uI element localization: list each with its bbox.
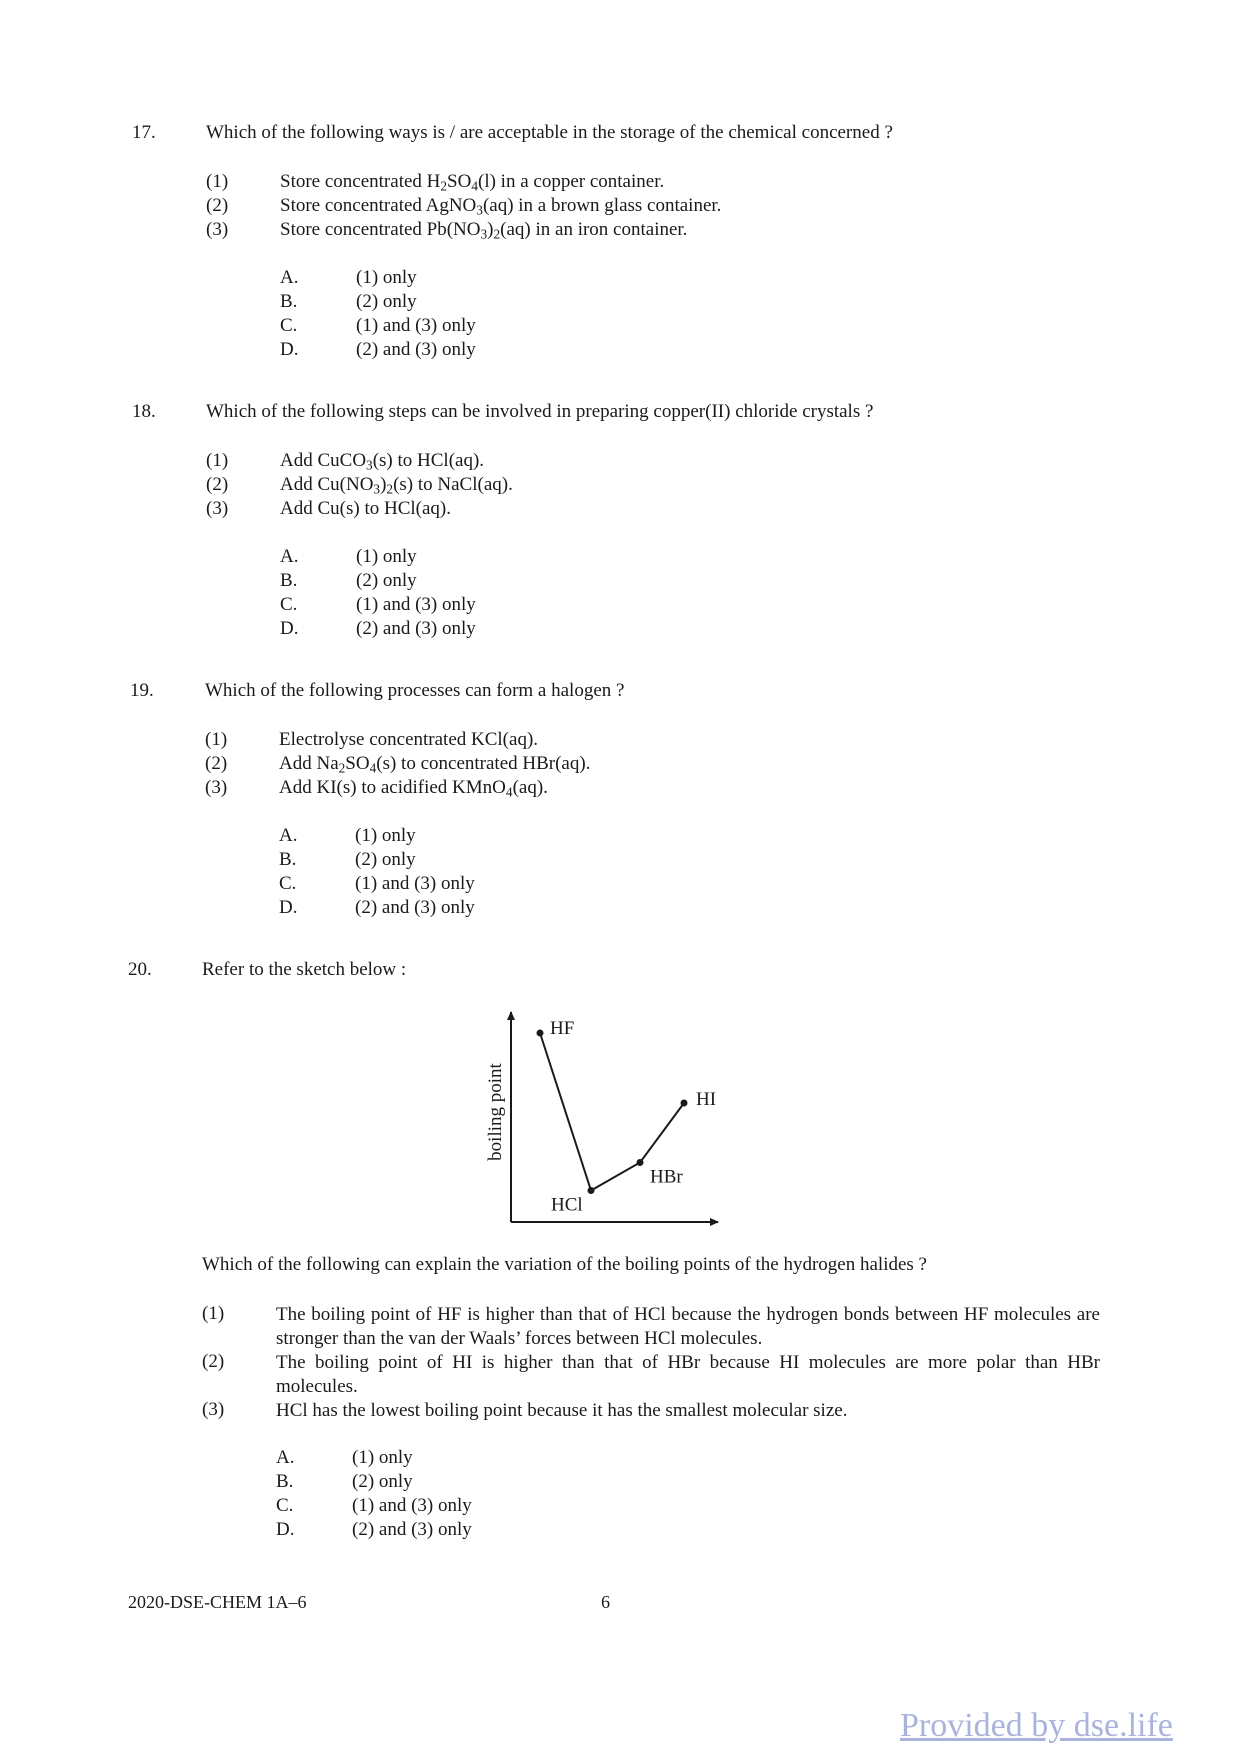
option-text: (1) and (3) only: [356, 594, 476, 615]
question-number: 17.: [132, 122, 156, 143]
answer-option-a[interactable]: [276, 1447, 676, 1471]
answer-option-d[interactable]: [276, 1519, 676, 1543]
statement-number: (2): [206, 474, 229, 495]
answer-option-b[interactable]: [280, 570, 680, 594]
option-text: (1) only: [356, 546, 417, 567]
statement: [0, 1399, 1200, 1423]
option-text: (2) and (3) only: [352, 1519, 472, 1540]
statement-text: Store concentrated $H_2SO_4(l)$ in a copper container.: [280, 171, 665, 194]
answer-option-c[interactable]: [280, 594, 680, 618]
statement-number: (3): [206, 498, 229, 519]
statement-text: Add $Na_2SO_4(s)$ to concentrated HBr(aq).: [279, 753, 591, 776]
statement-number: (3): [202, 1399, 225, 1420]
option-letter: D.: [279, 897, 298, 918]
answer-option-b[interactable]: [280, 291, 680, 315]
statement-text: Add Cu(s) to HCl(aq).: [280, 498, 451, 519]
option-text: (2) only: [352, 1471, 413, 1492]
statement-text: HCl has the lowest boiling point because it has the smallest molecular size.: [276, 1400, 848, 1421]
statement-number: (1): [205, 729, 228, 750]
answer-option-d[interactable]: [280, 339, 680, 363]
option-text: (2) and (3) only: [356, 618, 476, 639]
statement: [0, 498, 1200, 522]
answer-option-a[interactable]: [280, 546, 680, 570]
statement: [0, 753, 1200, 777]
option-text: (2) and (3) only: [356, 339, 476, 360]
statement: [0, 1303, 1200, 1351]
statement: [0, 195, 1200, 219]
option-letter: A.: [280, 267, 299, 288]
answer-option-d[interactable]: [280, 618, 680, 642]
statement: [0, 1351, 1200, 1399]
answer-option-a[interactable]: [279, 825, 679, 849]
statement-number: (1): [206, 171, 229, 192]
answer-option-c[interactable]: [276, 1495, 676, 1519]
question-number: 18.: [132, 401, 156, 422]
option-letter: A.: [276, 1447, 295, 1468]
question-text: Which of the following ways is / are acceptable in the storage of the chemical concerned ?: [206, 122, 893, 143]
question-number: 20.: [128, 959, 152, 980]
option-letter: C.: [280, 594, 298, 615]
data-point-hi: [681, 1100, 688, 1107]
option-letter: C.: [280, 315, 298, 336]
statement-number: (3): [206, 219, 229, 240]
option-letter: D.: [280, 618, 299, 639]
question-text: Refer to the sketch below :: [202, 959, 407, 980]
statement: [0, 474, 1200, 498]
answer-option-b[interactable]: [279, 849, 679, 873]
option-letter: D.: [276, 1519, 295, 1540]
question-text: Which of the following processes can form a halogen ?: [205, 680, 625, 701]
option-text: (1) and (3) only: [355, 873, 475, 894]
statement-text: The boiling point of HF is higher than that of HCl because the hydrogen bonds between HF molecules are stronger than the van der Waals’ forces between HCl molecules.: [276, 1304, 1100, 1349]
data-point-hcl: [588, 1187, 595, 1194]
option-text: (2) and (3) only: [355, 897, 475, 918]
answer-option-b[interactable]: [276, 1471, 676, 1495]
answer-option-d[interactable]: [279, 897, 679, 921]
statement-text: Store concentrated AgNO$_3$(aq) in a brown glass container.: [280, 195, 722, 218]
option-letter: D.: [280, 339, 299, 360]
point-label-hi: HI: [696, 1089, 717, 1110]
statement-text: Electrolyse concentrated KCl(aq).: [279, 729, 539, 750]
option-text: (2) only: [355, 849, 416, 870]
option-letter: B.: [276, 1471, 294, 1492]
statement-number: (2): [202, 1351, 225, 1372]
point-label-hcl: HCl: [551, 1194, 583, 1216]
page-number: 6: [601, 1592, 610, 1612]
data-point-hbr: [637, 1159, 644, 1166]
data-point-hf: [537, 1030, 544, 1037]
watermark-link[interactable]: Provided by dse.life: [900, 1707, 1173, 1744]
point-label-hf: HF: [550, 1018, 575, 1039]
option-text: (1) and (3) only: [356, 315, 476, 336]
option-letter: B.: [279, 849, 297, 870]
statement-number: (2): [206, 195, 229, 216]
statement-number: (1): [206, 450, 229, 471]
paper-code: 2020-DSE-CHEM 1A–6: [128, 1592, 307, 1612]
statement-number: (3): [205, 777, 228, 798]
statement: [0, 729, 1200, 753]
question-text: Which of the following steps can be involved in preparing copper(II) chloride crystals ?: [206, 401, 874, 422]
question-prompt: Which of the following can explain the variation of the boiling points of the hydrogen halides ?: [202, 1254, 927, 1275]
statement-number: (1): [202, 1303, 225, 1324]
option-text: (1) only: [352, 1447, 413, 1468]
option-letter: C.: [279, 873, 297, 894]
statement: [0, 171, 1200, 195]
option-text: (1) only: [355, 825, 416, 846]
option-text: (1) only: [356, 267, 417, 288]
option-text: (1) and (3) only: [352, 1495, 472, 1516]
option-text: (2) only: [356, 570, 417, 591]
answer-option-c[interactable]: [279, 873, 679, 897]
question-number: 19.: [130, 680, 154, 701]
option-letter: A.: [280, 546, 299, 567]
option-letter: A.: [279, 825, 298, 846]
statement: [0, 450, 1200, 474]
statement-text: Add KI(s) to acidified KMnO$_4$(aq).: [279, 777, 548, 800]
option-letter: B.: [280, 291, 298, 312]
statement: [0, 777, 1200, 801]
answer-option-a[interactable]: [280, 267, 680, 291]
statement-text: Store concentrated $Pb(NO_3)_2(aq)$ in an iron container.: [280, 219, 688, 242]
statement-text: Add $Cu(NO_3)_2(s)$ to NaCl(aq).: [280, 474, 513, 497]
point-label-hbr: HBr: [650, 1166, 683, 1188]
statement-number: (2): [205, 753, 228, 774]
y-axis-label: boiling point: [485, 1063, 506, 1161]
option-text: (2) only: [356, 291, 417, 312]
option-letter: C.: [276, 1495, 294, 1516]
boiling-point-sketch: [470, 1000, 740, 1245]
statement: [0, 219, 1200, 243]
answer-option-c[interactable]: [280, 315, 680, 339]
statement-text: Add CuCO$_3$(s) to HCl(aq).: [280, 450, 485, 473]
option-letter: B.: [280, 570, 298, 591]
statement-text: The boiling point of HI is higher than that of HBr because HI molecules are more polar than HBr molecules.: [276, 1352, 1100, 1397]
